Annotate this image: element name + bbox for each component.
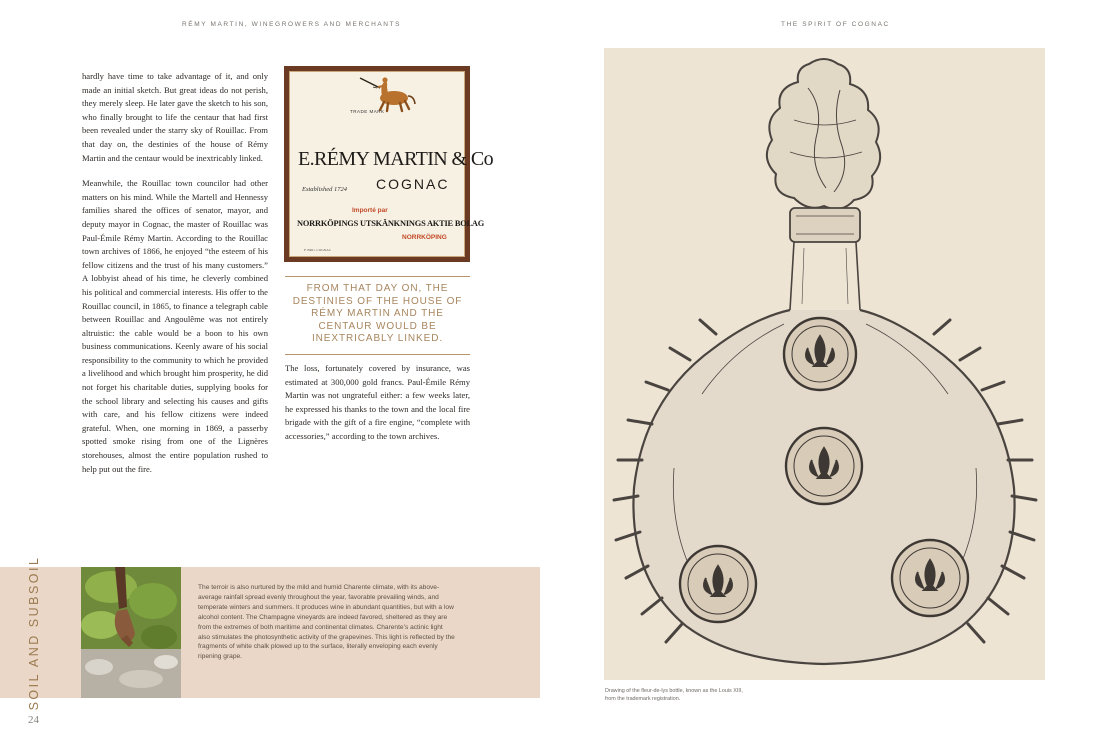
sidebar-box xyxy=(0,555,540,711)
centaur-icon xyxy=(342,74,418,112)
label-importer: NORRKÖPINGS UTSKÄNKNINGS AKTIE BOLAG xyxy=(297,219,485,228)
body-column-left xyxy=(82,70,268,488)
trade-mark-text: TRADE MARK xyxy=(350,109,385,114)
pull-quote: FROM THAT DAY ON, THE DESTINIES OF THE HOUSE OF RÉMY MARTIN AND THE CENTAUR WOULD BE INEXTRICABLY LINKED. xyxy=(285,276,470,355)
fleur-de-lys-bottle-illustration xyxy=(604,48,1045,680)
paragraph: hardly have time to take advantage of it, and only made an initial sketch. But great ideas do not perish, they merely sleep. He later gave the sketch to his son, who finally brought to life the centaur that had first been revealed under the starry sky of Rouillac. From that day on, the destinies of the house of Rémy Martin and the centaur would be inextricably linked. xyxy=(82,71,268,163)
label-imported-by: Importé par xyxy=(352,207,388,214)
label-established: Established 1724 xyxy=(302,186,347,193)
label-city: NORRKÖPING xyxy=(402,234,447,241)
bottle-drawing xyxy=(604,48,1045,680)
page-number: 24 xyxy=(28,714,39,726)
figure-caption: Drawing of the fleur-de-lys bottle, known as the Louis XIII, from the trademark registration. xyxy=(605,688,743,702)
sidebar-title-text: SOIL AND SUBSOIL xyxy=(27,555,41,711)
label-brand: E.RÉMY MARTIN & Co xyxy=(298,148,494,170)
paragraph: Meanwhile, the Rouillac town councilor had other matters on his mind. While the Martell and Hennessy families shared the offices of senator, mayor, and deputy mayor in Cognac, the master of Rouillac was Paul-Émile Rémy Martin. According to the Rouillac town archives of 1866, he enjoyed “the esteem of his fellow citizens and the trust of his many customers.” A lobbyist ahead of his time, he cleverly combined his political and commercial interests. His offer to the Rouillac council, in 1865, to finance a telegraph cable between Rouillac and Angoulême was not entirely altruistic: the cable would be a boon to his own business communications. Keenly aware of his social responsibility to the community to which he provided a livelihood and which brought him prosperity, he did not forget his charitable duties, supplying books for the school library and selecting his causes and gifts with care, and his fellow citizens were indeed grateful. When, one morning in 1869, a passerby spotted smoke rising from one of the Lignères storehouses, almost the entire population rushed to help put out the fire. xyxy=(82,178,268,474)
label-printer: F. BRU. COGNAC xyxy=(304,248,332,252)
running-head-left: RÉMY MARTIN, WINEGROWERS AND MERCHANTS xyxy=(182,21,402,28)
label-product: COGNAC xyxy=(376,176,450,192)
sidebar-text: The terroir is also nurtured by the mild and humid Charente climate, with its above-average rainfall spread evenly throughout the year, favorable prevailing winds, and temperate winters and summers. It produces wine in abundant quantities, but with a low alcohol content. The Champagne vineyards are indeed favored, sheltered as they are from the extremes of both maritime and continental climates. Charente’s actinic light also stimulates the photosynthetic activity of the grapevines. This light is reflected by the fragments of white chalk plowed up to the surface, literally enveloping each evenly ripening grape. xyxy=(198,584,455,661)
body-column-right xyxy=(285,362,470,456)
trademark-label-image xyxy=(284,66,494,262)
running-head-right: THE SPIRIT OF COGNAC xyxy=(781,21,890,28)
label-paper xyxy=(289,71,494,257)
vineyard-photo xyxy=(81,567,181,698)
paragraph: The loss, fortunately covered by insurance, was estimated at 300,000 gold francs. Paul-Émile Rémy Martin was not ungrateful either: a few weeks later, he expressed his thanks to the town and the local fire brigade with the gift of a fire engine, “complete with accessories,” according to the town archives. xyxy=(285,363,470,441)
sidebar-title xyxy=(0,555,64,711)
